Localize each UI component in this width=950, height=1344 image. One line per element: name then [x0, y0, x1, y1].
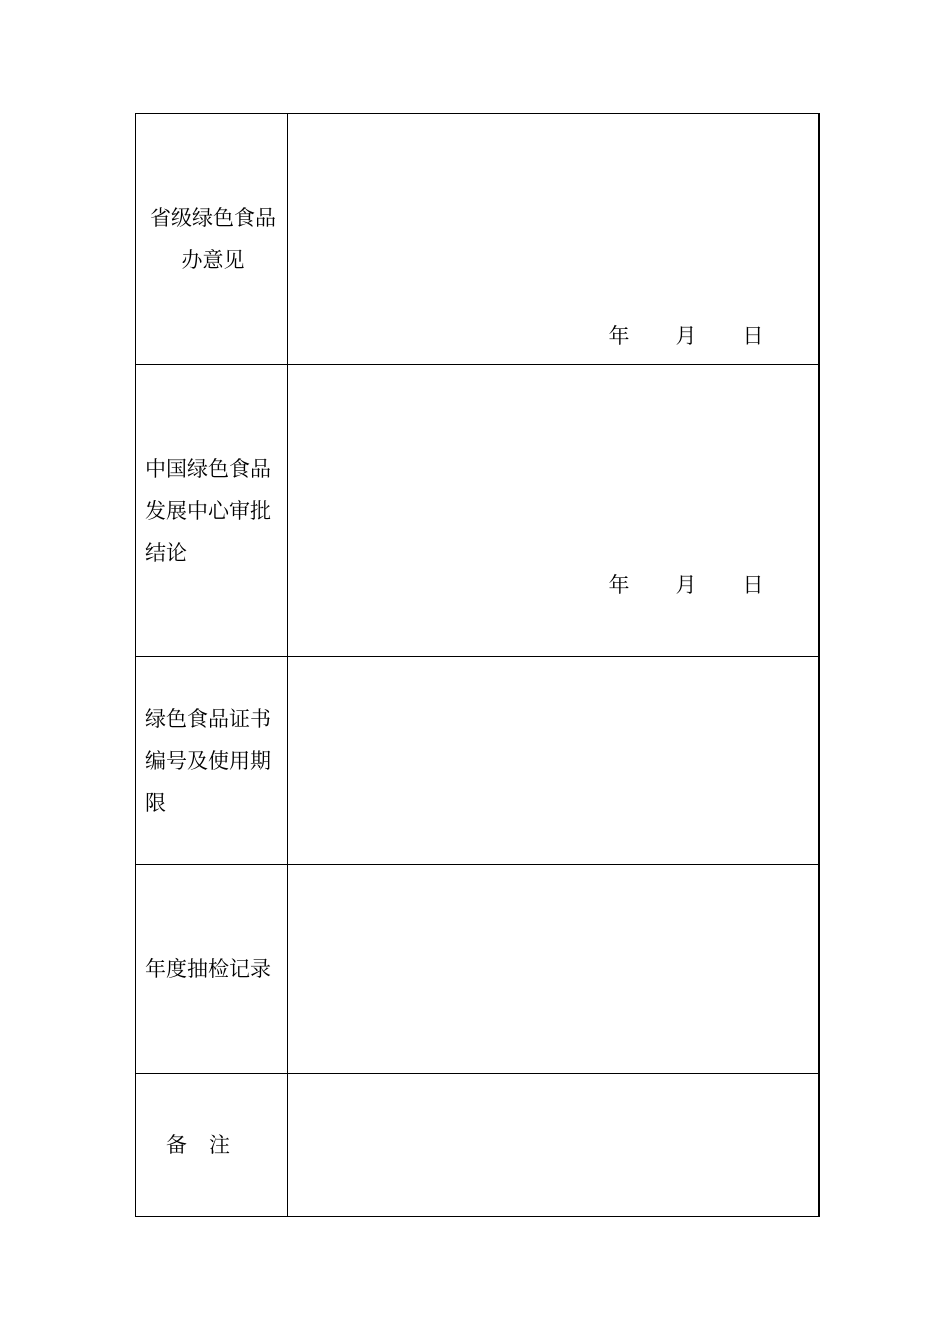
date-day-label: 日 — [742, 324, 764, 348]
date-month-label: 月 — [675, 573, 697, 597]
form-row-certificate — [136, 657, 819, 865]
date-year-label: 年 — [608, 324, 630, 348]
annual-inspection-field[interactable] — [288, 865, 819, 1074]
provincial-opinion-date — [609, 320, 764, 350]
certificate-label — [136, 657, 288, 865]
label-line: 绿色食品证书 — [145, 706, 271, 731]
form-row-provincial-opinion — [136, 114, 819, 365]
label-line: 中国绿色食品 — [145, 456, 271, 481]
remarks-label-char: 注 — [209, 1133, 230, 1157]
label-line: 办意见 — [181, 248, 245, 272]
center-approval-field[interactable] — [288, 365, 819, 657]
label-line: 年度抽检记录 — [145, 957, 271, 981]
form-row-remarks — [136, 1074, 819, 1217]
label-line: 省级绿色食品 — [150, 206, 276, 230]
date-year-label: 年 — [608, 573, 630, 597]
certificate-field[interactable] — [288, 657, 819, 865]
approval-form-table — [135, 113, 820, 1217]
provincial-opinion-field[interactable] — [288, 114, 819, 365]
label-line: 发展中心审批 — [145, 498, 271, 523]
label-line: 编号及使用期 — [145, 748, 271, 773]
annual-inspection-label — [136, 865, 288, 1074]
form-row-annual-inspection — [136, 865, 819, 1074]
center-approval-date — [609, 569, 764, 599]
remarks-label — [136, 1074, 288, 1217]
provincial-opinion-label — [136, 114, 288, 365]
remarks-field[interactable] — [288, 1074, 819, 1217]
label-line: 结论 — [145, 540, 187, 565]
label-line: 限 — [145, 790, 166, 815]
date-day-label: 日 — [742, 573, 764, 597]
center-approval-label — [136, 365, 288, 657]
date-month-label: 月 — [675, 324, 697, 348]
form-row-center-approval — [136, 365, 819, 657]
remarks-label-char: 备 — [166, 1133, 187, 1157]
